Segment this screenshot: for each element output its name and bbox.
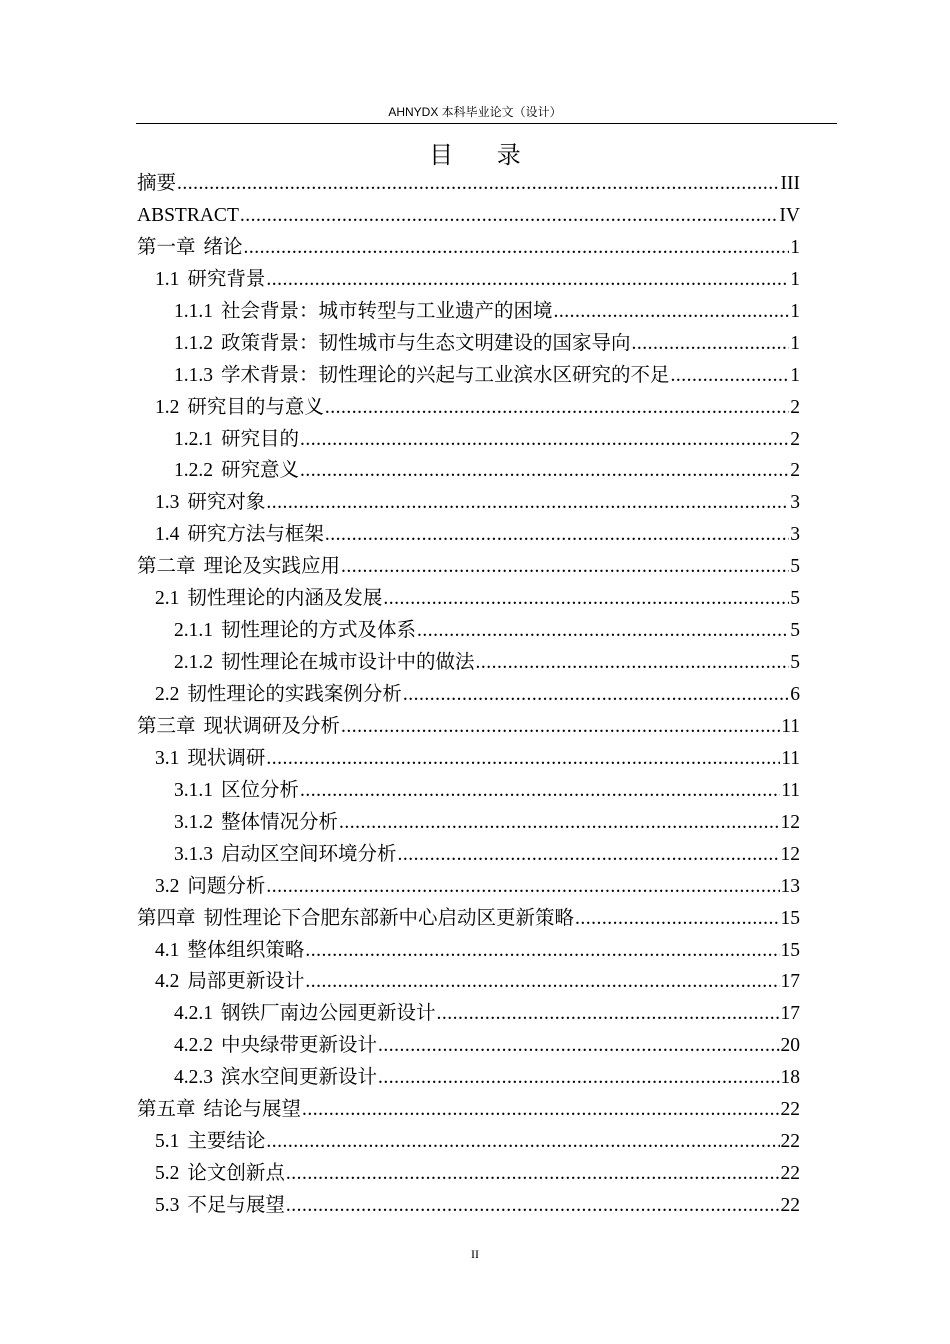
toc-entry-text: 韧性理论在城市设计中的做法 — [221, 652, 475, 674]
toc-entry-label — [174, 998, 436, 1030]
toc-entry-number: 4.2.2 — [174, 1035, 213, 1057]
toc-entry[interactable] — [137, 328, 800, 360]
toc-entry[interactable] — [137, 551, 800, 583]
toc-entry-number: 2.1.1 — [174, 620, 213, 642]
toc-entry-label — [155, 871, 265, 903]
toc-entry-number: 5.1 — [155, 1131, 180, 1153]
toc-entry-number: 4.2.3 — [174, 1067, 213, 1089]
toc-entry-label — [174, 839, 397, 871]
toc-entry-text: 韧性理论下合肥东部新中心启动区更新策略 — [203, 907, 575, 929]
toc-entry-number: 4.1 — [155, 939, 180, 961]
toc-entry[interactable] — [137, 1062, 800, 1094]
toc-entry-number: 1.1.1 — [174, 300, 213, 322]
toc-entry-text: 钢铁厂南边公园更新设计 — [221, 1003, 436, 1025]
toc-entry-page: 6 — [790, 684, 800, 705]
toc-entry-page: 11 — [781, 779, 800, 801]
toc-entry-page: 1 — [790, 236, 800, 258]
toc-entry-number: 第三章 — [137, 715, 196, 737]
toc-entry[interactable] — [137, 647, 800, 679]
toc-entry-page: III — [780, 173, 800, 194]
toc-entry-text: 韧性理论的实践案例分析 — [187, 684, 402, 705]
toc-entry-text: 不足与展望 — [187, 1195, 285, 1216]
toc-entry-number: 3.1.2 — [174, 811, 213, 833]
toc-leader-dots — [378, 1030, 779, 1062]
toc-leader-dots — [286, 1158, 780, 1190]
toc-leader-dots — [476, 647, 790, 679]
toc-entry-text: ABSTRACT — [137, 204, 239, 226]
toc-entry-label — [155, 1190, 285, 1222]
toc-entry[interactable] — [137, 583, 800, 615]
toc-entry-text: 滨水空间更新设计 — [221, 1067, 378, 1089]
toc-entry-page: 1 — [790, 268, 800, 290]
toc-entry-page: 2 — [790, 428, 800, 450]
toc-entry-label — [137, 903, 574, 935]
toc-entry[interactable] — [137, 679, 800, 711]
toc-entry-page: 2 — [790, 460, 800, 482]
toc-leader-dots — [575, 903, 779, 935]
toc-entry-page: 22 — [780, 1099, 800, 1121]
toc-entry-text: 摘要 — [137, 173, 177, 194]
toc-leader-dots — [300, 424, 789, 456]
toc-entry-number: 1.1.2 — [174, 332, 213, 354]
toc-entry[interactable] — [137, 807, 800, 839]
toc-leader-dots — [341, 711, 780, 743]
toc-entry[interactable] — [137, 903, 800, 935]
toc-entry-page: 20 — [780, 1035, 800, 1057]
toc-entry-page: 5 — [790, 620, 800, 642]
toc-entry-text: 区位分析 — [221, 779, 300, 801]
toc-leader-dots — [671, 360, 790, 392]
toc-entry-text: 研究目的与意义 — [187, 396, 324, 418]
toc-entry-page: 3 — [790, 492, 800, 514]
toc-entry-number: 4.2 — [155, 971, 180, 993]
toc-leader-dots — [266, 264, 789, 296]
toc-entry-page: 3 — [790, 524, 800, 546]
toc-entry-label — [137, 232, 243, 264]
toc-entry-number: 1.2 — [155, 396, 180, 418]
toc-entry-label — [174, 328, 631, 360]
toc-entry-number: 1.1 — [155, 268, 180, 290]
toc-entry-number: 3.1 — [155, 747, 180, 769]
toc-entry-number: 第一章 — [137, 236, 196, 258]
toc-entry-label — [174, 296, 553, 328]
toc-entry-text: 社会背景：城市转型与工业遗产的困境 — [221, 300, 553, 322]
toc-entry-number: 2.1 — [155, 588, 180, 610]
toc-entry[interactable] — [137, 1126, 800, 1158]
toc-entry-text: 研究对象 — [187, 492, 266, 514]
toc-entry-text: 研究意义 — [221, 460, 300, 482]
table-of-contents — [137, 168, 800, 1222]
toc-entry-number: 5.2 — [155, 1163, 180, 1185]
page-title: 目 录 — [429, 141, 539, 169]
toc-entry-label — [137, 168, 176, 200]
toc-entry-label — [155, 583, 382, 615]
toc-entry[interactable] — [137, 998, 800, 1030]
toc-entry-label — [174, 424, 299, 456]
toc-entry-page: 1 — [790, 332, 800, 354]
toc-entry-label — [155, 966, 304, 998]
toc-entry-number: 2.2 — [155, 684, 180, 705]
toc-entry-label — [155, 1158, 285, 1190]
toc-entry-label — [174, 807, 338, 839]
toc-leader-dots — [266, 743, 780, 775]
toc-entry-page: 5 — [790, 588, 800, 610]
toc-entry-label — [174, 775, 299, 807]
toc-leader-dots — [403, 679, 789, 711]
toc-entry[interactable] — [137, 424, 800, 456]
toc-entry-text: 论文创新点 — [187, 1163, 285, 1185]
toc-entry-number: 1.3 — [155, 492, 180, 514]
toc-entry-page: 2 — [790, 396, 800, 418]
toc-entry-page: 22 — [780, 1163, 800, 1185]
toc-leader-dots — [325, 392, 789, 424]
toc-entry-number: 3.2 — [155, 875, 180, 897]
toc-entry-page: 1 — [790, 300, 800, 322]
toc-entry-text: 研究方法与框架 — [187, 524, 324, 546]
toc-leader-dots — [305, 966, 779, 998]
toc-leader-dots — [300, 775, 780, 807]
toc-entry-text: 中央绿带更新设计 — [221, 1035, 378, 1057]
toc-entry-label — [155, 1126, 265, 1158]
toc-entry-text: 学术背景：韧性理论的兴起与工业滨水区研究的不足 — [221, 364, 670, 386]
toc-entry-label — [155, 935, 304, 967]
toc-entry-number: 第四章 — [137, 907, 196, 929]
toc-leader-dots — [177, 168, 780, 200]
toc-entry[interactable] — [137, 200, 800, 232]
toc-entry-number: 2.1.2 — [174, 652, 213, 674]
toc-entry-text: 整体情况分析 — [221, 811, 339, 833]
toc-entry-page: 17 — [780, 971, 800, 993]
toc-leader-dots — [300, 455, 789, 487]
toc-entry[interactable] — [137, 519, 800, 551]
toc-entry[interactable] — [137, 296, 800, 328]
toc-entry[interactable] — [137, 775, 800, 807]
toc-entry-number: 3.1.1 — [174, 779, 213, 801]
toc-entry-text: 整体组织策略 — [187, 939, 305, 961]
toc-entry[interactable] — [137, 966, 800, 998]
toc-entry[interactable] — [137, 1030, 800, 1062]
toc-leader-dots — [554, 296, 790, 328]
toc-entry[interactable] — [137, 743, 800, 775]
toc-leader-dots — [417, 615, 789, 647]
toc-entry[interactable] — [137, 711, 800, 743]
toc-entry-label — [137, 1094, 301, 1126]
toc-entry-text: 绪论 — [203, 236, 243, 258]
toc-entry-page: 11 — [781, 715, 800, 737]
toc-entry-page: 12 — [780, 843, 800, 865]
toc-entry-number: 3.1.3 — [174, 843, 213, 865]
toc-entry[interactable] — [137, 168, 800, 200]
toc-entry-number: 1.1.3 — [174, 364, 213, 386]
toc-entry-text: 研究目的 — [221, 428, 300, 450]
toc-entry-text: 研究背景 — [187, 268, 266, 290]
toc-entry-label — [155, 743, 265, 775]
toc-entry-number: 4.2.1 — [174, 1003, 213, 1025]
toc-entry-page: 5 — [790, 556, 800, 578]
toc-entry[interactable] — [137, 935, 800, 967]
toc-entry-page: 18 — [780, 1067, 800, 1089]
toc-entry[interactable] — [137, 264, 800, 296]
toc-entry-label — [137, 200, 239, 232]
toc-entry-label — [155, 519, 324, 551]
toc-entry-label — [174, 360, 670, 392]
header-rule — [136, 123, 837, 124]
toc-entry-text: 现状调研及分析 — [203, 715, 341, 737]
toc-entry-text: 局部更新设计 — [187, 971, 305, 993]
toc-entry-page: 15 — [780, 907, 800, 929]
toc-leader-dots — [286, 1190, 780, 1222]
toc-leader-dots — [383, 583, 789, 615]
toc-entry-label — [155, 392, 324, 424]
toc-entry[interactable] — [137, 455, 800, 487]
toc-leader-dots — [339, 807, 779, 839]
toc-leader-dots — [266, 1126, 779, 1158]
toc-leader-dots — [266, 487, 789, 519]
toc-leader-dots — [266, 871, 779, 903]
toc-entry-label — [137, 711, 340, 743]
toc-entry[interactable] — [137, 615, 800, 647]
toc-entry-text: 韧性理论的方式及体系 — [221, 620, 417, 642]
toc-entry[interactable] — [137, 1158, 800, 1190]
toc-entry-text: 问题分析 — [187, 875, 266, 897]
toc-entry-number: 1.2.1 — [174, 428, 213, 450]
toc-entry-page: 13 — [780, 875, 800, 897]
toc-entry[interactable] — [137, 360, 800, 392]
toc-entry-number: 5.3 — [155, 1195, 180, 1216]
toc-entry-label — [174, 1030, 377, 1062]
toc-entry-text: 启动区空间环境分析 — [221, 843, 397, 865]
toc-entry[interactable] — [137, 232, 800, 264]
toc-entry-text: 主要结论 — [187, 1131, 266, 1153]
toc-leader-dots — [305, 935, 779, 967]
toc-entry-page: 1 — [790, 364, 800, 386]
toc-leader-dots — [632, 328, 790, 360]
toc-entry-number: 第二章 — [137, 556, 196, 578]
toc-entry-number: 1.2.2 — [174, 460, 213, 482]
toc-entry-page: 17 — [780, 1003, 800, 1025]
page-number: II — [471, 1247, 479, 1261]
toc-entry-label — [155, 679, 402, 711]
running-header: AHNYDX 本科毕业论文（设计） — [388, 105, 562, 119]
toc-leader-dots — [325, 519, 789, 551]
toc-entry[interactable] — [137, 1190, 800, 1222]
toc-leader-dots — [341, 551, 789, 583]
toc-entry-label — [174, 1062, 377, 1094]
toc-entry[interactable] — [137, 1094, 800, 1126]
toc-entry-page: 22 — [780, 1195, 800, 1216]
toc-entry-label — [155, 264, 265, 296]
toc-leader-dots — [398, 839, 780, 871]
toc-entry-text: 政策背景：韧性城市与生态文明建设的国家导向 — [221, 332, 631, 354]
toc-entry[interactable] — [137, 839, 800, 871]
toc-entry-page: 12 — [780, 811, 800, 833]
toc-entry[interactable] — [137, 871, 800, 903]
toc-leader-dots — [378, 1062, 779, 1094]
toc-leader-dots — [244, 232, 790, 264]
toc-entry[interactable] — [137, 392, 800, 424]
toc-entry-number: 第五章 — [137, 1099, 196, 1121]
toc-entry-page: 5 — [790, 652, 800, 674]
toc-entry-number: 1.4 — [155, 524, 180, 546]
toc-entry-text: 理论及实践应用 — [203, 556, 341, 578]
toc-entry-text: 韧性理论的内涵及发展 — [187, 588, 383, 610]
toc-entry-page: 15 — [780, 939, 800, 961]
toc-entry-label — [137, 551, 340, 583]
toc-entry[interactable] — [137, 487, 800, 519]
toc-entry-page: IV — [779, 204, 800, 226]
toc-entry-text: 结论与展望 — [203, 1099, 302, 1121]
toc-leader-dots — [302, 1094, 779, 1126]
toc-entry-text: 现状调研 — [187, 747, 266, 769]
toc-leader-dots — [437, 998, 780, 1030]
toc-entry-label — [174, 647, 475, 679]
toc-entry-page: 22 — [780, 1131, 800, 1153]
toc-leader-dots — [240, 200, 779, 232]
toc-entry-label — [174, 455, 299, 487]
toc-entry-page: 11 — [781, 747, 800, 769]
toc-entry-label — [155, 487, 265, 519]
toc-entry-label — [174, 615, 416, 647]
